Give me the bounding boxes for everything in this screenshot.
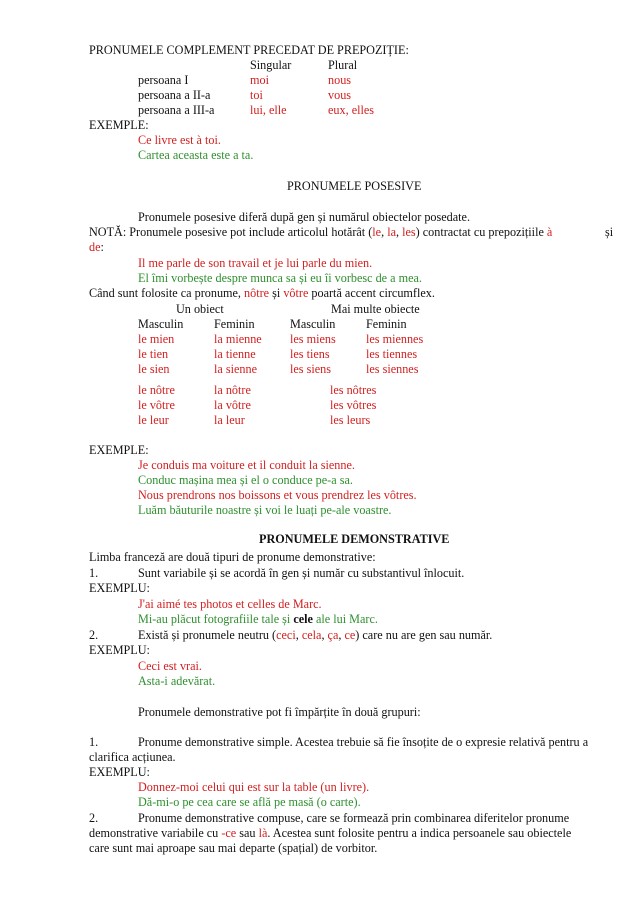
plural-form: nous: [328, 73, 352, 87]
example-french: Je conduis ma voiture et il conduit la sienne.: [138, 458, 355, 472]
demonstrative-intro: Limba franceză are două tipuri de pronume demonstrative:: [89, 550, 376, 564]
group-2-text-cont: demonstrative variabile cu -ce sau là. Acestea sunt folosite pentru a indica persoanele sau obiectele: [89, 826, 572, 840]
pronoun-row: [0, 88, 638, 103]
possessive-form: les vôtres: [330, 398, 377, 412]
possessive-row: [0, 383, 638, 398]
possessive-form: la vôtre: [214, 398, 251, 412]
pronoun-row: [0, 73, 638, 88]
exemplu-label: EXEMPLU:: [89, 765, 150, 779]
list-number: 2.: [89, 811, 99, 825]
possessive-form: les miens: [290, 332, 336, 346]
section-title-complement: PRONUMELE COMPLEMENT PRECEDAT DE PREPOZIȚIE:: [89, 43, 409, 57]
plural-form: eux, elles: [328, 103, 375, 117]
possessive-form: les nôtres: [330, 383, 377, 397]
possessive-form: les miennes: [366, 332, 424, 346]
possessive-form: le tien: [138, 347, 169, 361]
singular-form: lui, elle: [250, 103, 287, 117]
gender-header: Masculin: [290, 317, 336, 331]
section-title-posesive: PRONUMELE POSESIVE: [287, 179, 422, 193]
possessive-row: [0, 332, 638, 347]
possessive-row: [0, 413, 638, 428]
possessive-row: [0, 362, 638, 377]
gender-header: Masculin: [138, 317, 184, 331]
group-2-text: Pronume demonstrative compuse, care se formează prin combinarea diferitelor pronume: [138, 811, 570, 825]
example-french: Il me parle de son travail et je lui parle du mien.: [138, 256, 373, 270]
gender-header-row: [0, 317, 638, 332]
example-french: Nous prendrons nos boissons et vous prendrez les vôtres.: [138, 488, 417, 502]
possessive-form: les tiennes: [366, 347, 418, 361]
person-label: persoana a II-a: [138, 88, 211, 102]
example-romanian: Mi-au plăcut fotografiile tale și cele ale lui Marc.: [138, 612, 378, 626]
examples-label: EXEMPLE:: [89, 443, 149, 457]
possessive-form: la mienne: [214, 332, 262, 346]
possessive-form: le vôtre: [138, 398, 175, 412]
point-2-text: Există și pronumele neutru (ceci, cela, ça, ce) care nu are gen sau număr.: [138, 628, 493, 642]
list-number: 1.: [89, 566, 99, 580]
point-1-text: Sunt variabile și se acordă în gen și număr cu substantivul înlocuit.: [138, 566, 465, 580]
person-label: persoana a III-a: [138, 103, 215, 117]
possessive-form: les siennes: [366, 362, 419, 376]
exemplu-label: EXEMPLU:: [89, 581, 150, 595]
possessive-form: le nôtre: [138, 383, 175, 397]
example-french: J'ai aimé tes photos et celles de Marc.: [138, 597, 322, 611]
header-one-object: Un obiect: [176, 302, 224, 316]
example-romanian: El îmi vorbește despre munca sa și eu îi vorbesc de a mea.: [138, 271, 422, 285]
group-2-text-end: care sunt mai aproape sau mai departe (spațial) de vorbitor.: [89, 841, 378, 855]
example-romanian: Asta-i adevărat.: [138, 674, 216, 688]
example-romanian: Cartea aceasta este a ta.: [138, 148, 254, 162]
header-singular: Singular: [250, 58, 292, 72]
list-number: 2.: [89, 628, 99, 642]
list-number: 1.: [89, 735, 99, 749]
example-french: Ceci est vrai.: [138, 659, 202, 673]
examples-label: EXEMPLE:: [89, 118, 149, 132]
possessive-form: la sienne: [214, 362, 257, 376]
nota-line-2: de:: [89, 240, 104, 254]
possessive-form: la leur: [214, 413, 245, 427]
nota-line-end: și: [605, 225, 614, 239]
possessive-form: les siens: [290, 362, 331, 376]
possessive-form: la tienne: [214, 347, 256, 361]
pronoun-row: [0, 103, 638, 118]
group-1-text: Pronume demonstrative simple. Acestea trebuie să fie însoțite de o expresie relativă pentru a: [138, 735, 589, 749]
posesive-intro: Pronumele posesive diferă după gen și numărul obiectelor posedate.: [138, 210, 471, 224]
header-plural: Plural: [328, 58, 358, 72]
group-1-text-cont: clarifica acțiunea.: [89, 750, 176, 764]
exemplu-label: EXEMPLU:: [89, 643, 150, 657]
singular-form: toi: [250, 88, 263, 102]
nota-line: NOTĂ: Pronumele posesive pot include articolul hotărât (le, la, les) contractat cu prepozițiile à: [89, 225, 553, 239]
possessive-form: le mien: [138, 332, 175, 346]
gender-header: Feminin: [366, 317, 407, 331]
possessive-form: la nôtre: [214, 383, 251, 397]
plural-form: vous: [328, 88, 352, 102]
person-label: persoana I: [138, 73, 189, 87]
example-romanian: Luăm băuturile noastre și voi le luați pe-ale voastre.: [138, 503, 392, 517]
example-french: Donnez-moi celui qui est sur la table (un livre).: [138, 780, 370, 794]
example-romanian: Dă-mi-o pe cea care se află pe masă (o carte).: [138, 795, 361, 809]
accent-note: Când sunt folosite ca pronume, nôtre și vôtre poartă accent circumflex.: [89, 286, 435, 300]
section-title-demonstrative: PRONUMELE DEMONSTRATIVE: [259, 532, 450, 546]
example-french: Ce livre est à toi.: [138, 133, 221, 147]
possessive-row: [0, 347, 638, 362]
singular-form: moi: [250, 73, 269, 87]
groups-sentence: Pronumele demonstrative pot fi împărțite în două grupuri:: [138, 705, 421, 719]
possessive-row: [0, 398, 638, 413]
possessive-form: le sien: [138, 362, 170, 376]
possessive-form: le leur: [138, 413, 169, 427]
possessive-form: les tiens: [290, 347, 330, 361]
header-many-objects: Mai multe obiecte: [331, 302, 420, 316]
possessive-form: les leurs: [330, 413, 371, 427]
gender-header: Feminin: [214, 317, 255, 331]
example-romanian: Conduc mașina mea și el o conduce pe-a sa.: [138, 473, 353, 487]
